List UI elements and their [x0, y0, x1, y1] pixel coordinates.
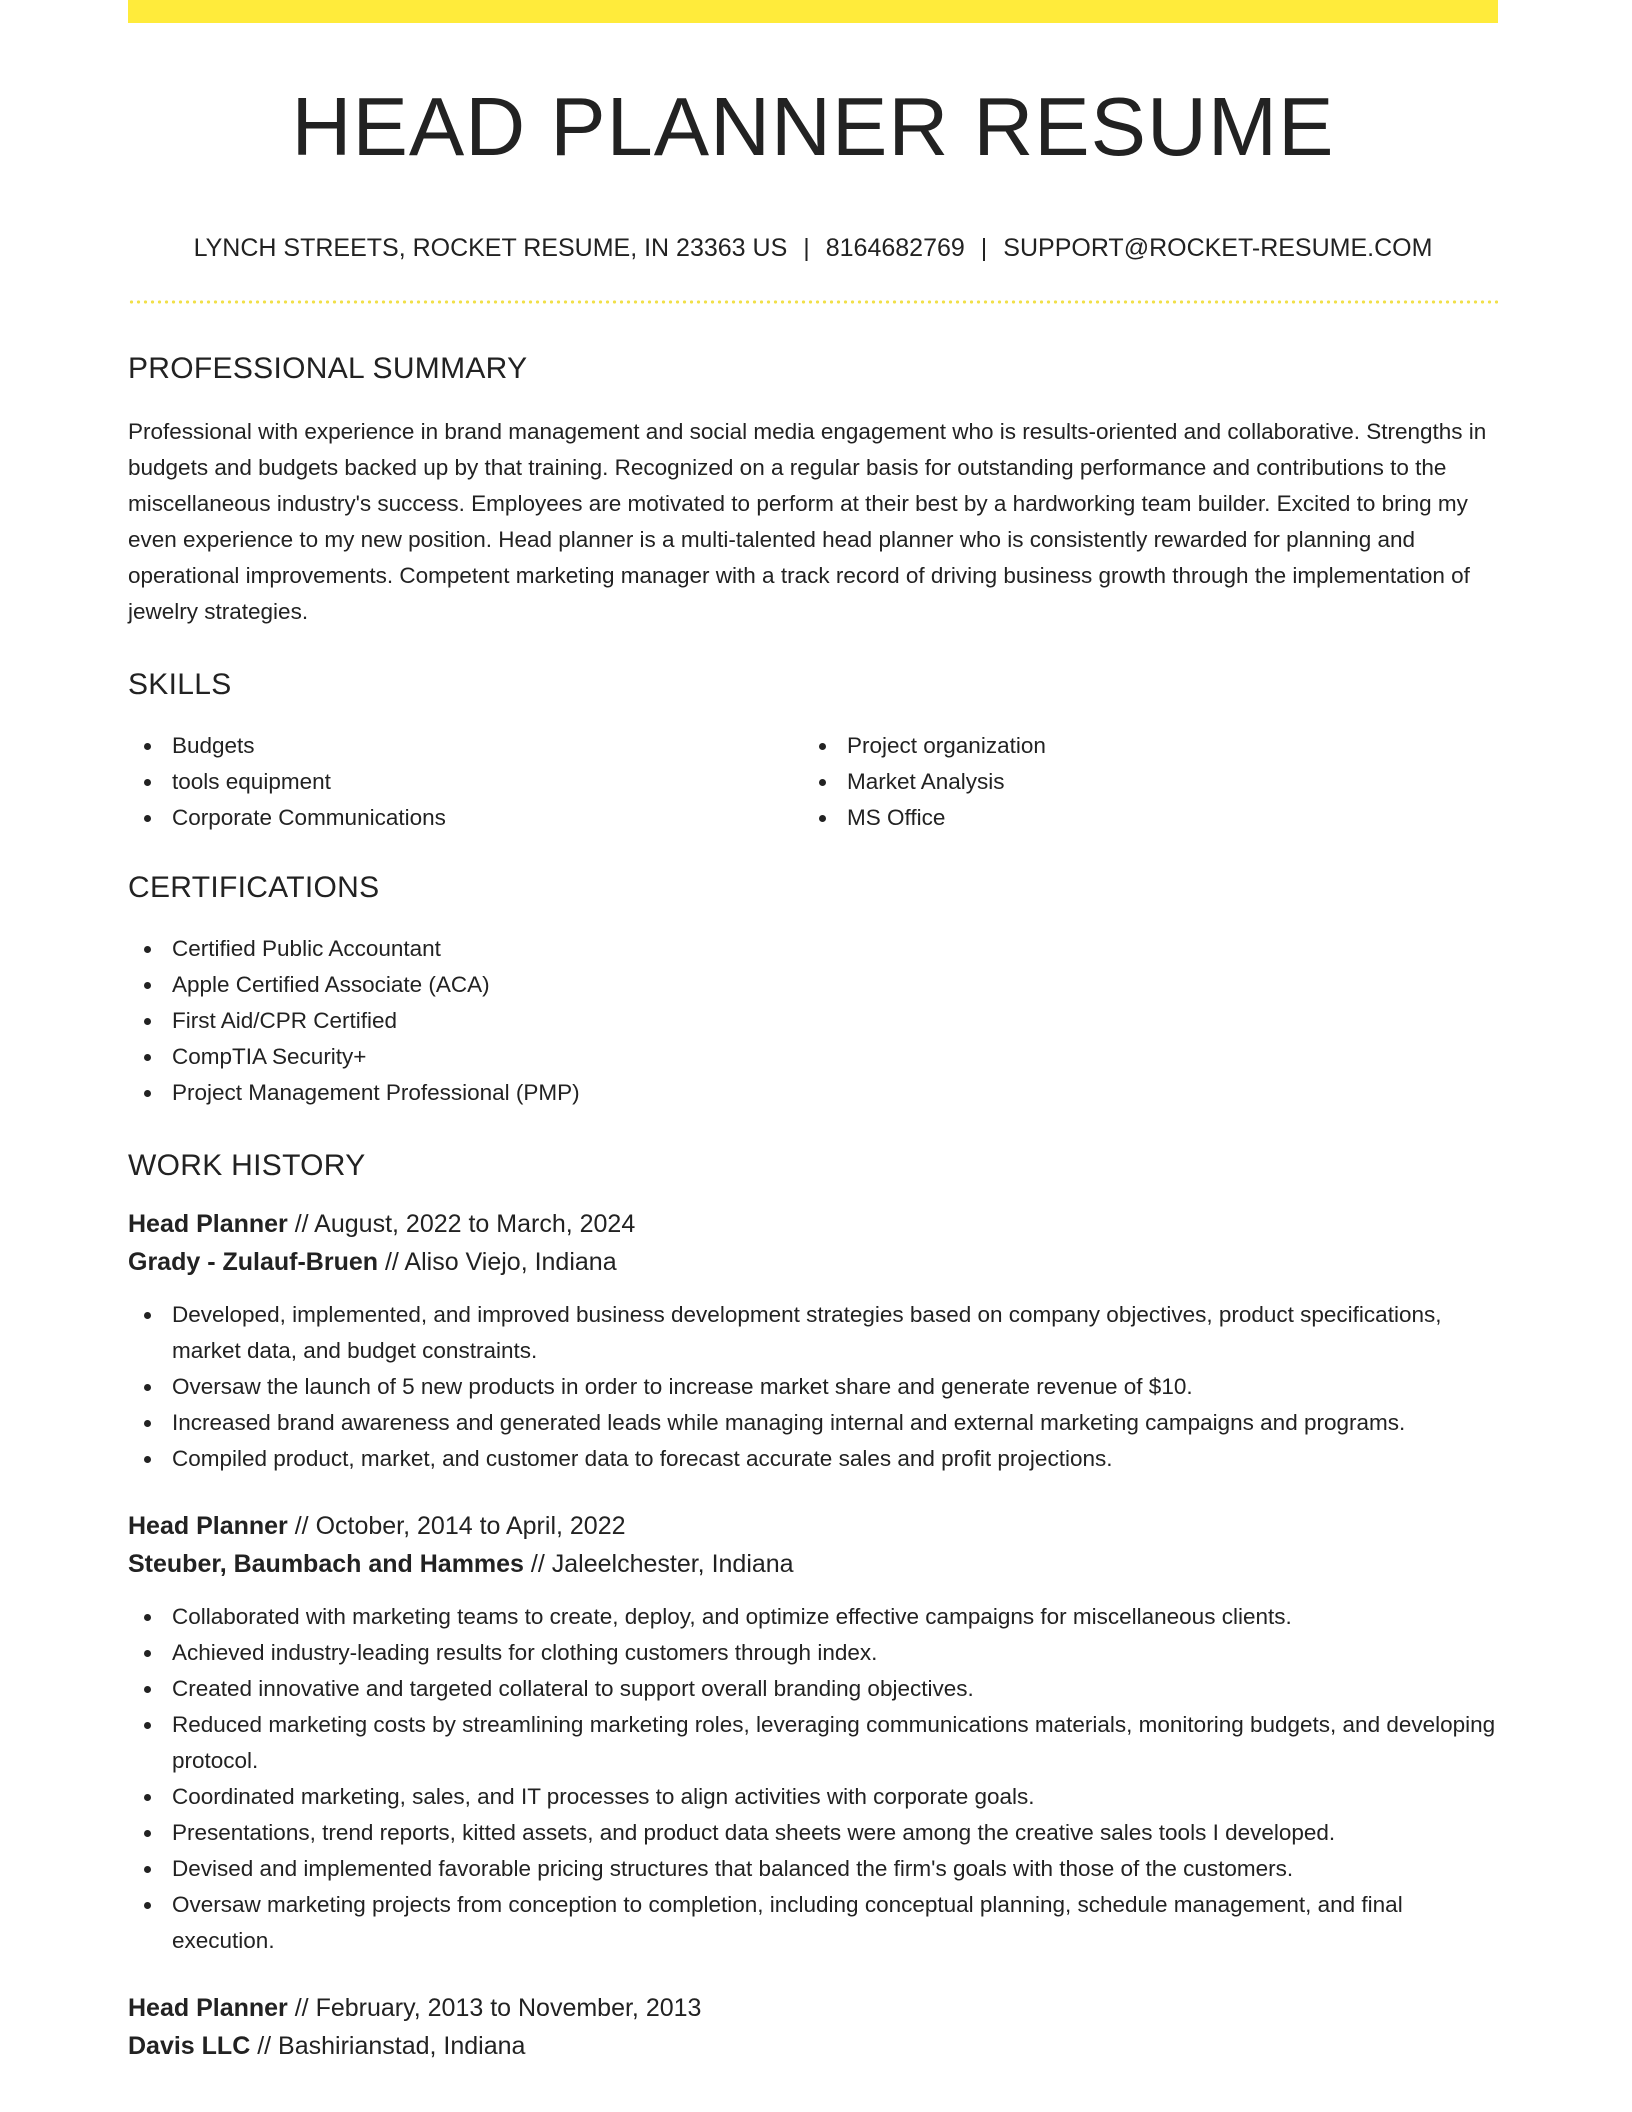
certification-item: Certified Public Accountant	[128, 931, 1498, 967]
job-company: Steuber, Baumbach and Hammes	[128, 1550, 524, 1578]
job-location: // Jaleelchester, Indiana	[523, 1550, 794, 1578]
job-duties-list	[128, 1599, 1498, 1959]
job-duty: Reduced marketing costs by streamlining marketing roles, leveraging communications materials, monitoring budgets, and developing protocol.	[128, 1707, 1498, 1779]
job-duty: Increased brand awareness and generated leads while managing internal and external marketing campaigns and programs.	[128, 1405, 1498, 1441]
job-company-line	[128, 2027, 1498, 2065]
job-role-line	[128, 1507, 1498, 1545]
job-entry	[128, 1205, 1498, 1477]
job-location: // Bashirianstad, Indiana	[250, 2032, 526, 2060]
contact-separator: |	[980, 234, 988, 262]
contact-phone: 8164682769	[825, 234, 965, 262]
job-role: Head Planner	[128, 1512, 288, 1540]
certification-item: First Aid/CPR Certified	[128, 1003, 1498, 1039]
job-dates: // August, 2022 to March, 2024	[287, 1210, 636, 1238]
job-duty: Achieved industry-leading results for clothing customers through index.	[128, 1635, 1498, 1671]
skills-list-left	[128, 728, 803, 836]
job-duty: Oversaw marketing projects from conception to completion, including conceptual planning, schedule management, and final execution.	[128, 1887, 1498, 1959]
skills-columns	[128, 728, 1498, 836]
contact-line	[128, 236, 1498, 261]
job-role-line	[128, 1989, 1498, 2027]
work-history-heading: WORK HISTORY	[128, 1149, 366, 1182]
job-duty: Compiled product, market, and customer data to forecast accurate sales and profit projections.	[128, 1441, 1498, 1477]
skills-heading: SKILLS	[128, 668, 232, 701]
job-company: Grady - Zulauf-Bruen	[128, 1248, 379, 1276]
skills-list-right	[803, 728, 1478, 836]
job-entry	[128, 1989, 1498, 2065]
skill-item: Market Analysis	[803, 764, 1478, 800]
resume-title: HEAD PLANNER RESUME	[291, 80, 1335, 173]
certification-item: Project Management Professional (PMP)	[128, 1075, 1498, 1111]
skill-item: MS Office	[803, 800, 1478, 836]
job-duty: Developed, implemented, and improved business development strategies based on company objectives, product specifications, market data, and budget constraints.	[128, 1297, 1498, 1369]
skill-item: tools equipment	[128, 764, 803, 800]
job-dates: // October, 2014 to April, 2022	[287, 1512, 626, 1540]
job-duties-list	[128, 1297, 1498, 1477]
job-entry	[128, 1507, 1498, 1959]
certification-item: Apple Certified Associate (ACA)	[128, 967, 1498, 1003]
job-duty: Devised and implemented favorable pricing structures that balanced the firm's goals with those of the customers.	[128, 1851, 1498, 1887]
skill-item: Budgets	[128, 728, 803, 764]
accent-bar	[128, 0, 1498, 23]
job-company-line	[128, 1243, 1498, 1281]
job-role: Head Planner	[128, 1994, 288, 2022]
contact-email: SUPPORT@ROCKET-RESUME.COM	[1003, 234, 1433, 262]
job-role: Head Planner	[128, 1210, 288, 1238]
certifications-heading: CERTIFICATIONS	[128, 871, 380, 904]
contact-address: LYNCH STREETS, ROCKET RESUME, IN 23363 US	[193, 234, 788, 262]
job-company: Davis LLC	[128, 2032, 251, 2060]
job-duty: Presentations, trend reports, kitted assets, and product data sheets were among the creative sales tools I developed.	[128, 1815, 1498, 1851]
dotted-divider	[128, 300, 1498, 304]
certifications-list	[128, 931, 1498, 1111]
skill-item: Project organization	[803, 728, 1478, 764]
summary-text: Professional with experience in brand management and social media engagement who is results-oriented and collaborative. Strengths in budgets and budgets backed up by that training. Recognized on a regular basis for outstanding performance and contributions to the miscellaneous industry's success. Employees are motivated to perform at their best by a hardworking team builder. Excited to bring my even experience to my new position. Head planner is a multi-talented head planner who is consistently rewarded for planning and operational improvements. Competent marketing manager with a track record of driving business growth through the implementation of jewelry strategies.	[128, 419, 1487, 624]
job-location: // Aliso Viejo, Indiana	[378, 1248, 617, 1276]
certification-item: CompTIA Security+	[128, 1039, 1498, 1075]
job-duty: Collaborated with marketing teams to create, deploy, and optimize effective campaigns for miscellaneous clients.	[128, 1599, 1498, 1635]
job-company-line	[128, 1545, 1498, 1583]
job-duty: Coordinated marketing, sales, and IT processes to align activities with corporate goals.	[128, 1779, 1498, 1815]
summary-heading: PROFESSIONAL SUMMARY	[128, 352, 528, 385]
contact-separator: |	[803, 234, 810, 262]
resume-page	[128, 0, 1498, 2065]
job-duty: Created innovative and targeted collateral to support overall branding objectives.	[128, 1671, 1498, 1707]
job-role-line	[128, 1205, 1498, 1243]
job-dates: // February, 2013 to November, 2013	[287, 1994, 702, 2022]
skill-item: Corporate Communications	[128, 800, 803, 836]
job-duty: Oversaw the launch of 5 new products in order to increase market share and generate revenue of $10.	[128, 1369, 1498, 1405]
